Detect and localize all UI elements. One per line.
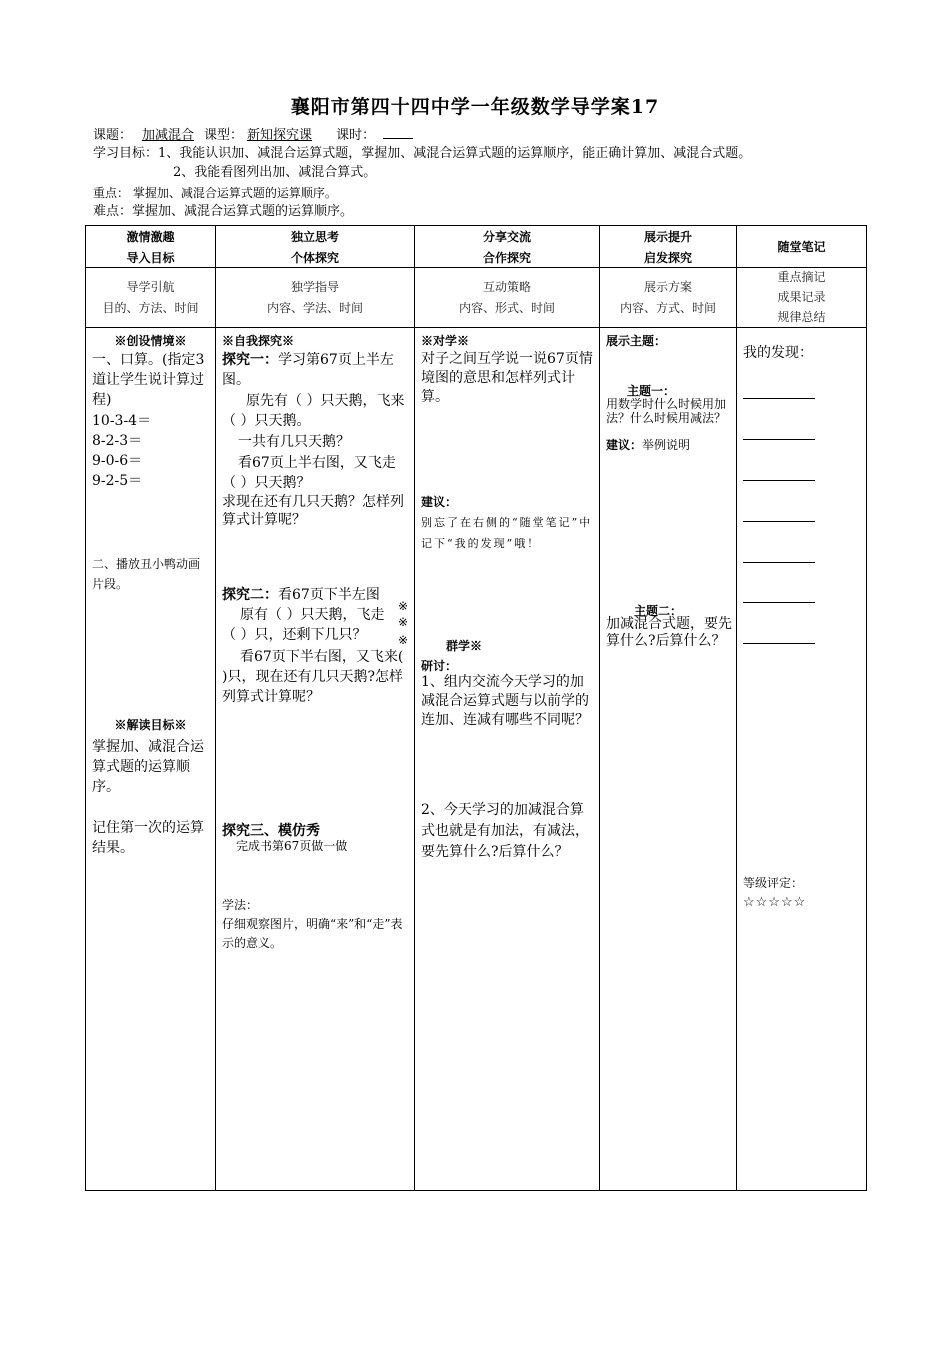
col2-explore-1-line2: 一共有几只天鹅？ bbox=[238, 434, 350, 450]
subheader-3-line2: 内容、形式、时间 bbox=[458, 301, 555, 315]
note-blank-line[interactable] bbox=[743, 562, 815, 563]
subheader-3 bbox=[415, 277, 599, 319]
col-header-5-line1: 随堂笔记 bbox=[777, 240, 826, 254]
note-blank-line[interactable] bbox=[743, 439, 815, 440]
col1-oral-calc: 一、口算。(指定3道让学生说计算过程) bbox=[92, 352, 205, 408]
stray-mark-2: ※ bbox=[398, 615, 409, 629]
stray-mark-3: ※ bbox=[398, 633, 409, 647]
subheader-1-line2: 目的、方法、时间 bbox=[102, 301, 199, 315]
difficulty: 难点：掌握加、减混合运算式题的运算顺序。 bbox=[93, 204, 354, 219]
subheader-4-line1: 展示方案 bbox=[643, 280, 692, 294]
col1-heading-1: ※创设情境※ bbox=[114, 334, 187, 348]
subheader-5-line1: 重点摘记 bbox=[777, 270, 826, 284]
explore-1-text: 学习第67页上半左图。 bbox=[222, 352, 394, 388]
col3-research-label: 研讨： bbox=[421, 659, 458, 673]
key-point: 重点： 掌握加、减混合运算式题的运算顺序。 bbox=[93, 186, 337, 200]
col2-explore-1 bbox=[222, 350, 408, 390]
type-label: 课型： bbox=[204, 128, 244, 143]
stray-mark-1: ※ bbox=[398, 599, 409, 613]
explore-2-title: 探究二： bbox=[222, 587, 278, 603]
col4-heading: 展示主题： bbox=[606, 334, 667, 348]
subheader-3-line1: 互动策略 bbox=[482, 280, 531, 294]
col4-theme-2-title: 主题二： bbox=[634, 604, 683, 618]
col3-suggest-text: 别忘了在右侧的“随堂笔记”中记下“我的发现”哦！ bbox=[421, 516, 593, 550]
col-header-1-line1: 激情激趣 bbox=[126, 230, 175, 244]
col-header-4 bbox=[600, 227, 736, 269]
calc-item: 8-2-3＝ bbox=[92, 433, 143, 449]
col-header-3-line1: 分享交流 bbox=[482, 230, 531, 244]
col4-theme-1-text: 用数学时什么时候用加法？什么时候用减法？ bbox=[606, 397, 727, 425]
col3-heading-2: 群学※ bbox=[446, 639, 483, 653]
col-header-3-line2: 合作探究 bbox=[482, 251, 531, 265]
col-header-5 bbox=[737, 237, 866, 258]
note-blank-line[interactable] bbox=[743, 643, 815, 644]
col2-explore-2 bbox=[222, 585, 408, 605]
calc-item: 10-3-4＝ bbox=[92, 413, 152, 429]
col3-question-2: 2、今天学习的加减混合算式也就是有加法，有减法，要先算什么?后算什么？ bbox=[421, 802, 589, 860]
col-header-2-line1: 独立思考 bbox=[290, 230, 339, 244]
col3-pair-study: 对子之间互学说一说67页情境图的意思和怎样列式计算。 bbox=[421, 351, 593, 405]
goal-2: 2、我能看图列出加、减混合算式。 bbox=[173, 165, 377, 180]
col4-theme-2-text: 加减混合式题，要先算什么?后算什么？ bbox=[606, 616, 732, 649]
explore-2-text: 看67页下半左图 bbox=[278, 587, 380, 603]
col5-grade-label: 等级评定： bbox=[743, 876, 804, 890]
col2-explore-1-line3: 看67页上半右图，又飞走（ ）只天鹅？ bbox=[222, 455, 396, 491]
topic-label: 课题： bbox=[93, 128, 133, 143]
col-header-4-line1: 展示提升 bbox=[643, 230, 692, 244]
subheader-2-line1: 独学指导 bbox=[290, 280, 339, 294]
col2-explore-3-title: 探究三、模仿秀 bbox=[222, 823, 320, 839]
col2-method-text: 仔细观察图片，明确“来”和“走”表示的意义。 bbox=[222, 917, 403, 950]
subheader-2 bbox=[216, 277, 414, 319]
note-blank-line[interactable] bbox=[743, 398, 815, 399]
col-header-2 bbox=[216, 227, 414, 269]
col2-method-label: 学法： bbox=[222, 898, 259, 912]
col-header-1-line2: 导入目标 bbox=[126, 251, 175, 265]
subheader-5 bbox=[737, 267, 866, 327]
goal-label: 学习目标： bbox=[93, 146, 159, 161]
col4-suggest-label: 建议： bbox=[606, 438, 643, 452]
col2-explore-2-line2: 看67页下半右图，又飞来( )只，现在还有几只天鹅?怎样列算式计算呢？ bbox=[222, 649, 404, 705]
col3-question-1: 1、组内交流今天学习的加减混合运算式题与以前学的连加、连减有哪些不同呢？ bbox=[421, 674, 589, 728]
col2-explore-2-line1: 原有（ ）只天鹅，飞走（ ）只，还剩下几只？ bbox=[222, 607, 385, 643]
subheader-4-line2: 内容、方式、时间 bbox=[619, 301, 716, 315]
note-blank-line[interactable] bbox=[743, 521, 815, 522]
col4-suggest-text: 举例说明 bbox=[642, 438, 691, 452]
col1-calc-list bbox=[92, 411, 212, 491]
col2-explore-3-text: 完成书第67页做一做 bbox=[236, 839, 348, 853]
col3-suggest-label: 建议： bbox=[421, 495, 458, 509]
subheader-2-line2: 内容、学法、时间 bbox=[266, 301, 363, 315]
subheader-1-line1: 导学引航 bbox=[126, 280, 175, 294]
col5-star-rating[interactable]: ☆☆☆☆☆ bbox=[743, 895, 807, 910]
page-title: 襄阳市第四十四中学一年级数学导学案17 bbox=[290, 96, 660, 118]
col5-my-findings: 我的发现： bbox=[743, 345, 813, 361]
goal-1: 1、我能认识加、减混合运算式题，掌握加、减混合运算式题的运算顺序，能正确计算加、减混合式题。 bbox=[158, 146, 752, 161]
col2-heading: ※自我探究※ bbox=[222, 334, 295, 348]
calc-item: 9-0-6＝ bbox=[92, 453, 143, 469]
calc-item: 9-2-5＝ bbox=[92, 473, 143, 489]
type-value: 新知探究课 bbox=[247, 128, 313, 143]
col2-explore-1-line1: 原先有（ ）只天鹅，飞来（ ）只天鹅。 bbox=[222, 393, 405, 429]
col1-video: 二、播放丑小鸭动画片段。 bbox=[92, 557, 201, 591]
subheader-5-line3: 规律总结 bbox=[777, 310, 826, 324]
topic-value: 加减混合 bbox=[142, 128, 195, 143]
col-header-3 bbox=[415, 227, 599, 269]
note-blank-line[interactable] bbox=[743, 602, 815, 603]
col1-objective: 掌握加、减混合运算式题的运算顺序。 bbox=[92, 739, 204, 795]
col-header-4-line2: 启发探究 bbox=[643, 251, 692, 265]
col3-heading-1: ※对学※ bbox=[421, 334, 470, 348]
subheader-1 bbox=[86, 277, 215, 319]
subheader-5-line2: 成果记录 bbox=[777, 290, 826, 304]
period-label: 课时： bbox=[336, 128, 376, 143]
note-blank-line[interactable] bbox=[743, 480, 815, 481]
col4-theme-1-title: 主题一： bbox=[627, 384, 676, 398]
col1-heading-2: ※解读目标※ bbox=[114, 718, 187, 732]
explore-1-title: 探究一： bbox=[222, 352, 278, 368]
col2-explore-1-line4: 求现在还有几只天鹅？怎样列算式计算呢？ bbox=[222, 494, 404, 528]
col-header-2-line2: 个体探究 bbox=[290, 251, 339, 265]
subheader-4 bbox=[600, 277, 736, 319]
col4-suggest bbox=[606, 437, 690, 453]
col-header-1 bbox=[86, 227, 215, 269]
col1-remember: 记住第一次的运算结果。 bbox=[92, 820, 204, 856]
